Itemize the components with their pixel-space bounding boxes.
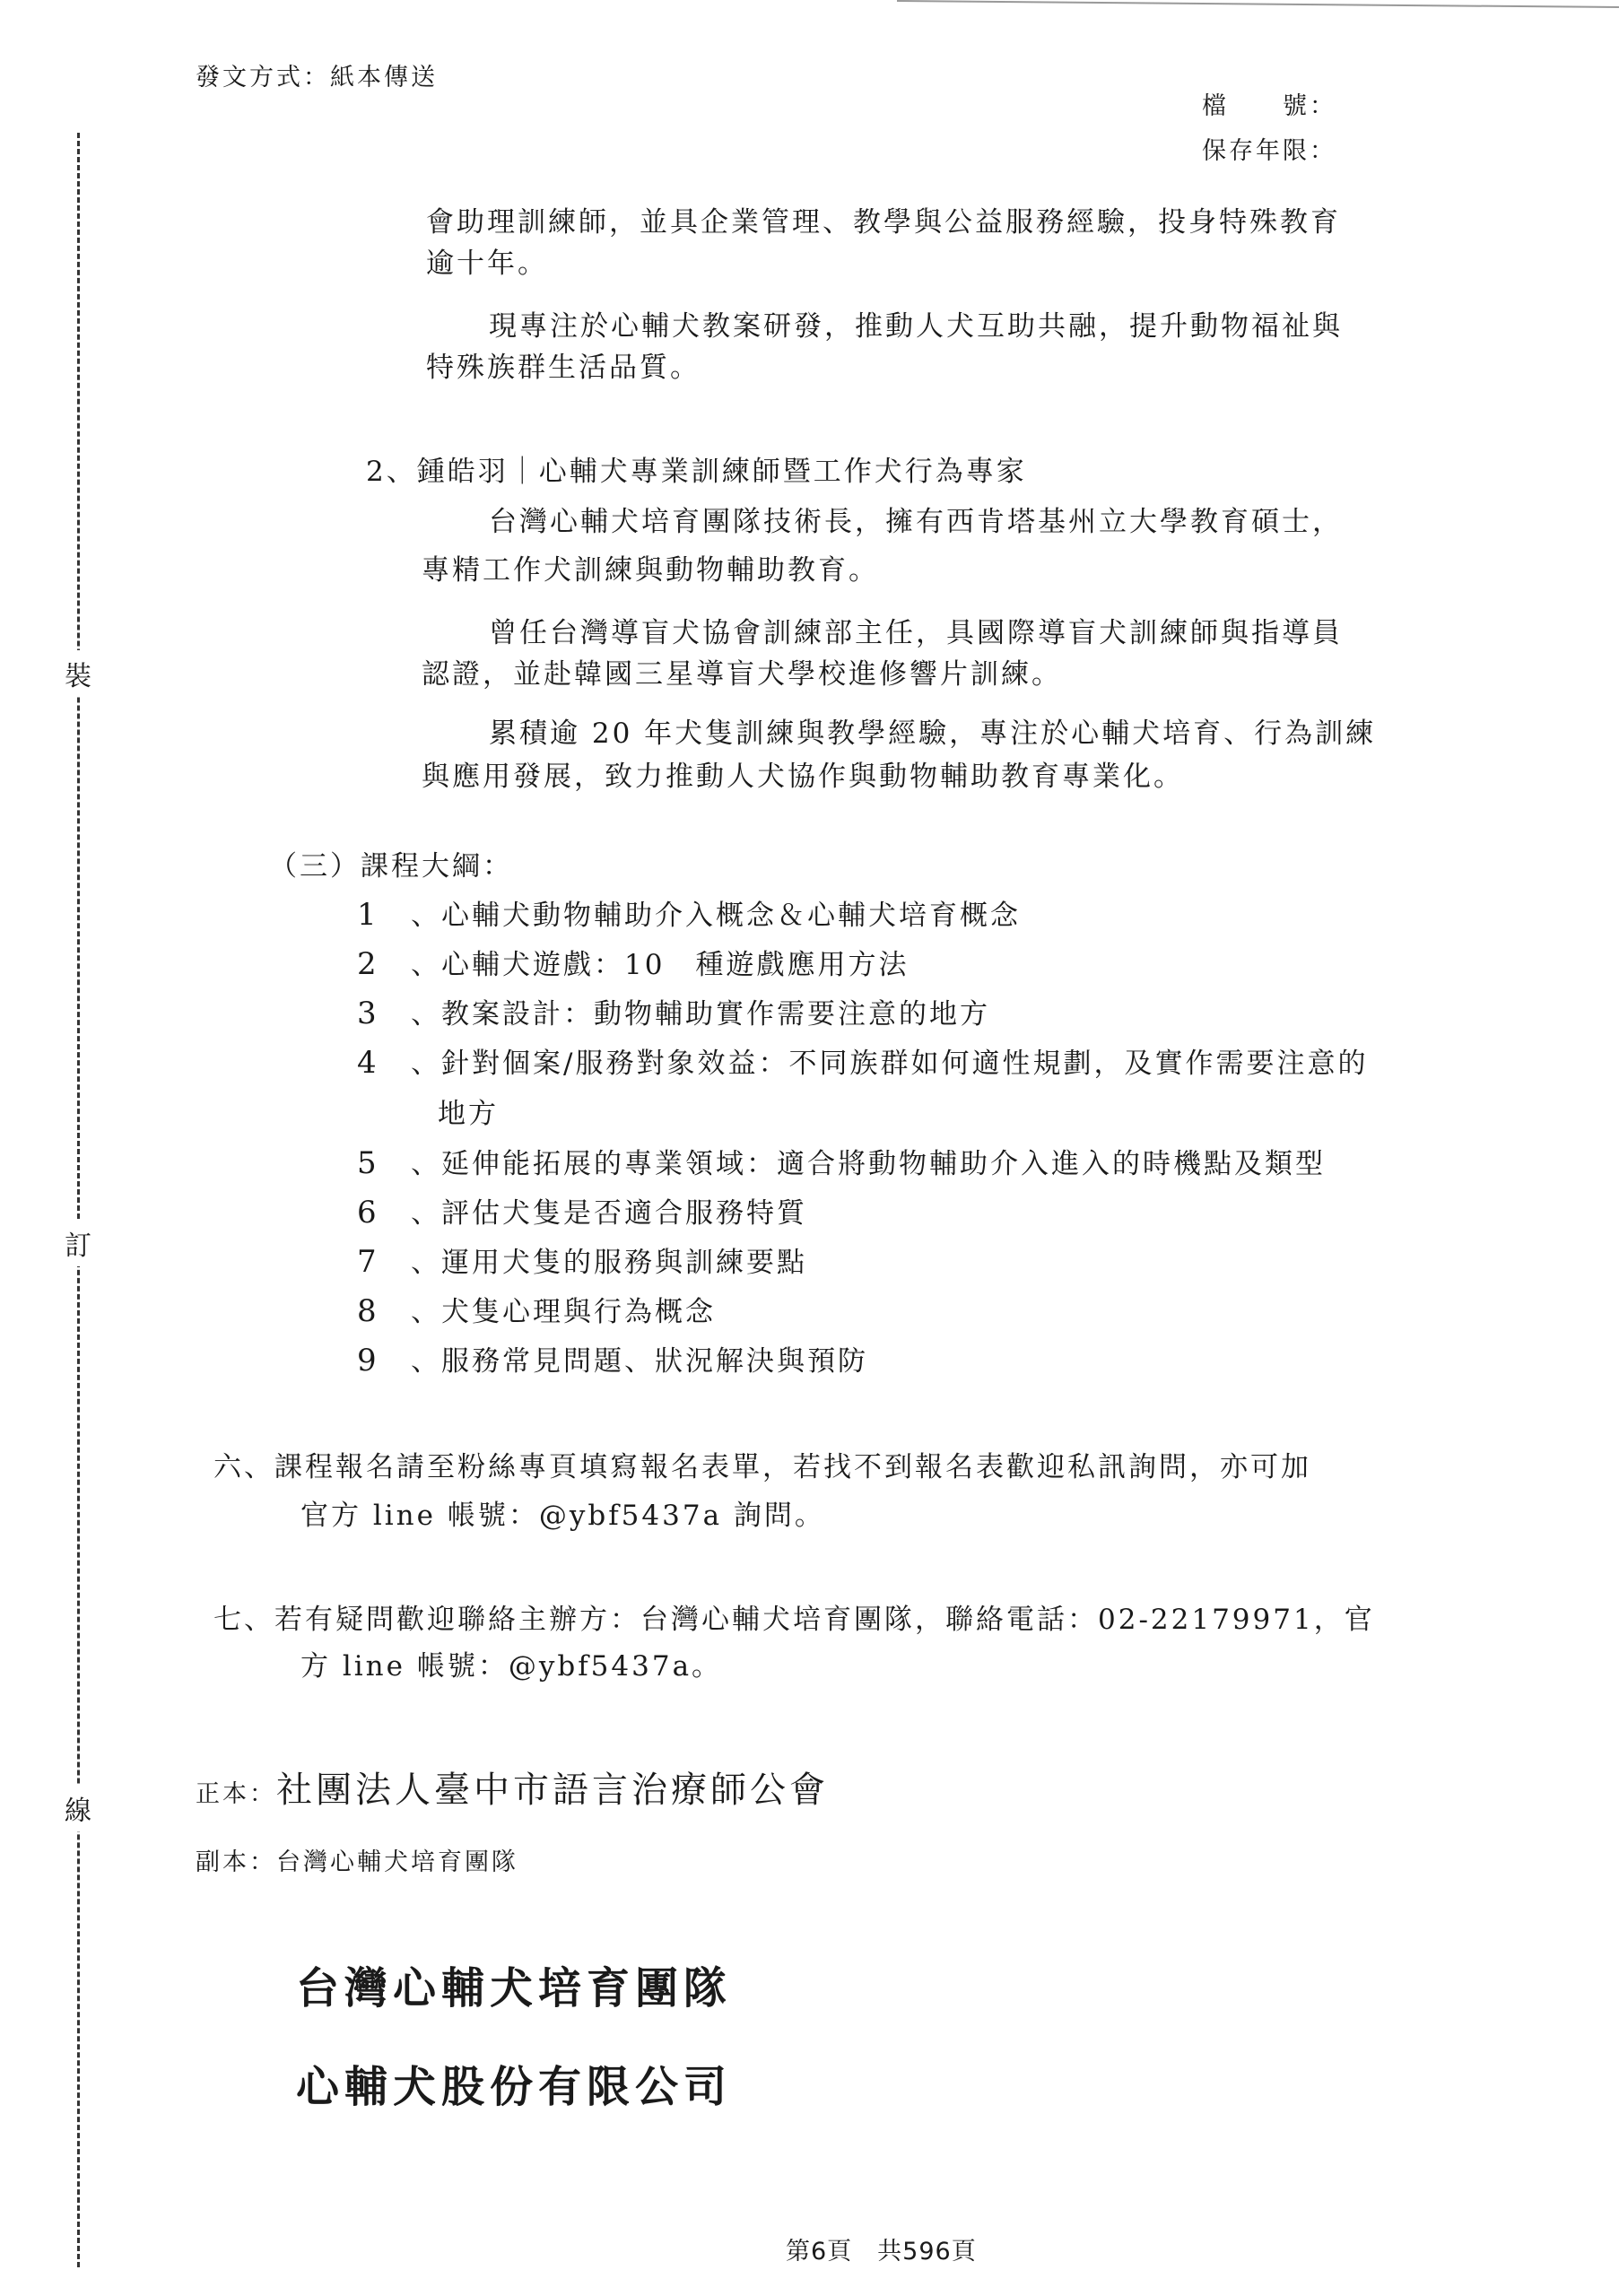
- retention-period-label: 保存年限：: [1202, 137, 1336, 165]
- syllabus-item: 1 、心輔犬動物輔助介入概念＆心輔犬培育概念: [357, 897, 1021, 933]
- section-6-line: 官方 line 帳號：@ybf5437a 詢問。: [300, 1500, 825, 1532]
- scan-edge-line: [897, 0, 1619, 8]
- syllabus-item: 6 、評估犬隻是否適合服務特質: [357, 1195, 807, 1231]
- syllabus-item: 8 、犬隻心理與行為概念: [357, 1293, 716, 1329]
- page-number: 第6頁 共596頁: [786, 2238, 977, 2266]
- bio2-line: 專精工作犬訓練與動物輔助教育。: [422, 554, 879, 587]
- syllabus-item: 5 、延伸能拓展的專業領域：適合將動物輔助介入進入的時機點及類型: [357, 1145, 1326, 1181]
- section-7-line: 七、若有疑問歡迎聯絡主辦方：台灣心輔犬培育團隊，聯絡電話：02-22179971，官: [213, 1604, 1375, 1636]
- bio1-line: 特殊族群生活品質。: [426, 352, 701, 384]
- bio2-line: 認證，並赴韓國三星導盲犬學校進修響片訓練。: [422, 658, 1062, 691]
- bio1-line: 現專注於心輔犬教案研發，推動人犬互助共融，提升動物福祉與: [489, 310, 1343, 343]
- signature-org-1: 台灣心輔犬培育團隊: [296, 1963, 733, 2013]
- bio1-line: 逾十年。: [426, 248, 548, 280]
- syllabus-item-continuation: 地方: [438, 1098, 499, 1130]
- copy-recipient: 副本：台灣心輔犬培育團隊: [196, 1848, 518, 1876]
- syllabus-heading: （三）課程大綱：: [269, 850, 513, 883]
- syllabus-item: 4 、針對個案/服務對象效益：不同族群如何適性規劃，及實作需要注意的: [357, 1045, 1369, 1081]
- section-7-line: 方 line 帳號：@ybf5437a。: [300, 1650, 723, 1683]
- bio1-line: 會助理訓練師，並具企業管理、教學與公益服務經驗，投身特殊教育: [426, 206, 1341, 239]
- syllabus-item: 7 、運用犬隻的服務與訓練要點: [357, 1244, 807, 1280]
- binding-mark-zhuang: 裝: [65, 650, 91, 697]
- signature-org-2: 心輔犬股份有限公司: [296, 2062, 733, 2112]
- binding-mark-xian: 線: [65, 1785, 91, 1831]
- bio2-line: 累積逾 20 年犬隻訓練與教學經驗，專注於心輔犬培育、行為訓練: [489, 718, 1377, 750]
- bio2-heading: 2、鍾皓羽｜心輔犬專業訓練師暨工作犬行為專家: [366, 456, 1027, 488]
- bio2-line: 與應用發展，致力推動人犬協作與動物輔助教育專業化。: [422, 761, 1184, 793]
- syllabus-item: 3 、教案設計：動物輔助實作需要注意的地方: [357, 996, 990, 1031]
- original-recipient: 正本：社團法人臺中市語言治療師公會: [196, 1770, 829, 1811]
- bio2-line: 曾任台灣導盲犬協會訓練部主任，具國際導盲犬訓練師與指導員: [489, 617, 1343, 649]
- syllabus-item: 9 、服務常見問題、狀況解決與預防: [357, 1343, 868, 1378]
- section-6-line: 六、課程報名請至粉絲專頁填寫報名表單，若找不到報名表歡迎私訊詢問，亦可加: [213, 1451, 1311, 1483]
- syllabus-item: 2 、心輔犬遊戲：10 種遊戲應用方法: [357, 946, 910, 982]
- bio2-line: 台灣心輔犬培育團隊技術長，擁有西肯塔基州立大學教育碩士，: [489, 506, 1343, 538]
- file-number-label: 檔 號：: [1202, 92, 1336, 120]
- binding-dashed-line: [77, 133, 80, 2267]
- binding-mark-ding: 訂: [65, 1220, 91, 1266]
- send-method: 發文方式：紙本傳送: [196, 64, 438, 91]
